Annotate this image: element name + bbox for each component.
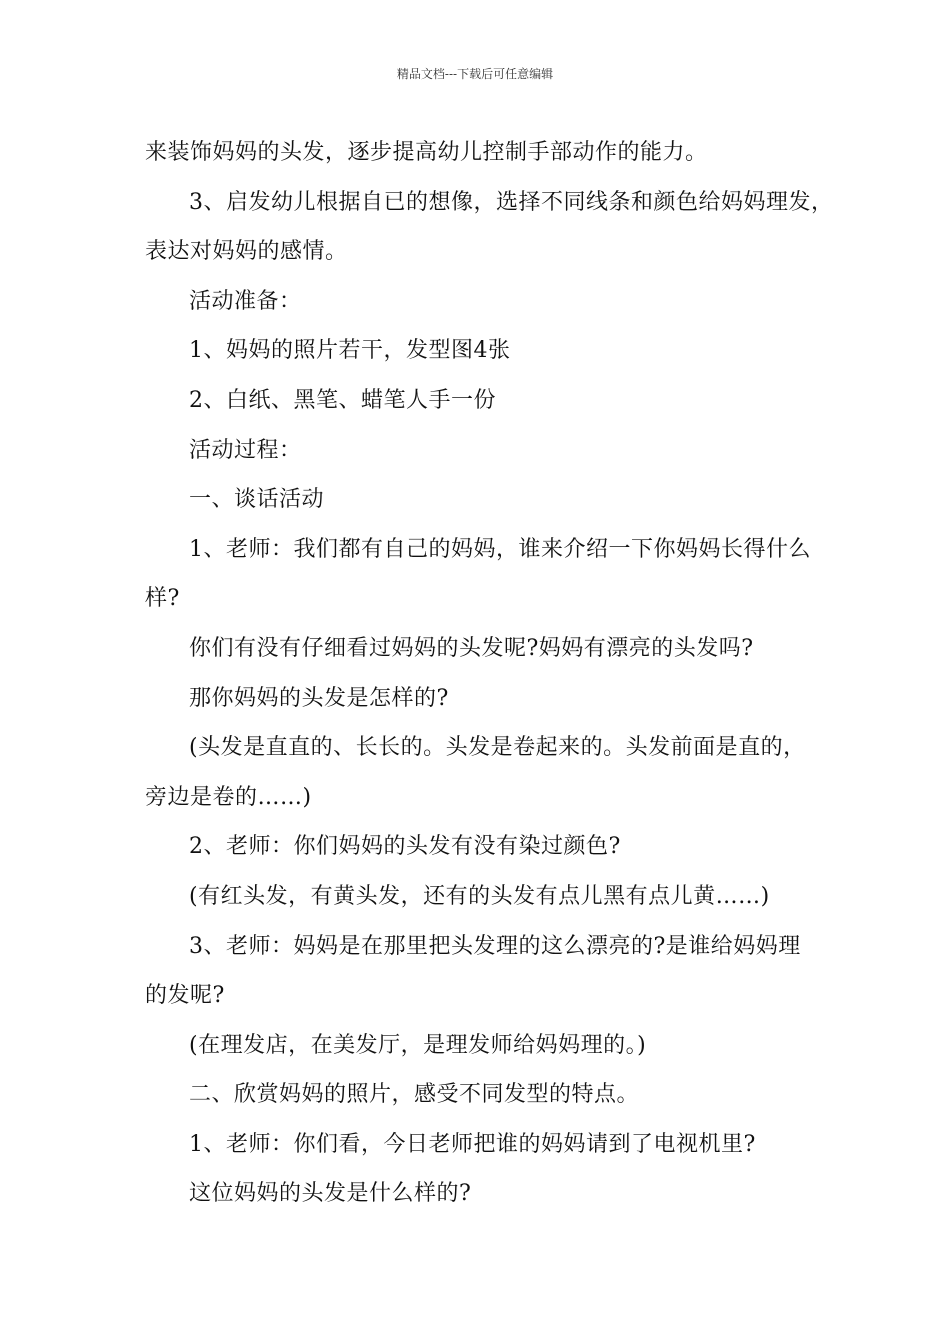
document-body — [145, 128, 834, 1219]
section-heading: 二、欣赏妈妈的照片，感受不同发型的特点。 — [189, 1082, 640, 1108]
text-line: 2、老师：你们妈妈的头发有没有染过颜色? — [189, 834, 621, 860]
text-line: 来装饰妈妈的头发，逐步提高幼儿控制手部动作的能力。 — [145, 140, 708, 165]
text-line: 1、妈妈的照片若干，发型图4张 — [189, 338, 511, 364]
text-line: 2、白纸、黑笔、蜡笔人手一份 — [189, 387, 496, 413]
section-heading: 活动准备： — [189, 288, 302, 314]
section-heading: 活动过程： — [189, 437, 302, 463]
text-line: 那你妈妈的头发是怎样的? — [189, 685, 449, 711]
text-line: 1、老师：我们都有自己的妈妈，谁来介绍一下你妈妈长得什么 — [189, 536, 811, 562]
text-line: (在理发店，在美发厅，是理发师给妈妈理的。) — [189, 1032, 647, 1058]
text-line: 1、老师：你们看，今日老师把谁的妈妈请到了电视机里? — [189, 1131, 756, 1157]
text-line: 样? — [145, 586, 180, 612]
text-line: (头发是直直的、长长的。头发是卷起来的。头发前面是直的， — [189, 735, 806, 761]
text-line: 3、启发幼儿根据自已的想像，选择不同线条和颜色给妈妈理发， — [189, 189, 834, 215]
text-line: 旁边是卷的……) — [145, 784, 312, 810]
section-heading: 一、谈话活动 — [189, 487, 325, 513]
text-line: 3、老师：妈妈是在那里把头发理的这么漂亮的?是谁给妈妈理 — [189, 933, 801, 959]
text-line: 的发呢? — [145, 983, 225, 1009]
page-header: 精品文档---下载后可任意编辑 — [396, 67, 554, 81]
text-line: 表达对妈妈的感情。 — [145, 239, 348, 265]
text-line: (有红头发，有黄头发，还有的头发有点儿黑有点儿黄……) — [189, 883, 770, 909]
text-line: 这位妈妈的头发是什么样的? — [189, 1181, 472, 1207]
text-line: 你们有没有仔细看过妈妈的头发呢?妈妈有漂亮的头发吗? — [189, 635, 754, 661]
